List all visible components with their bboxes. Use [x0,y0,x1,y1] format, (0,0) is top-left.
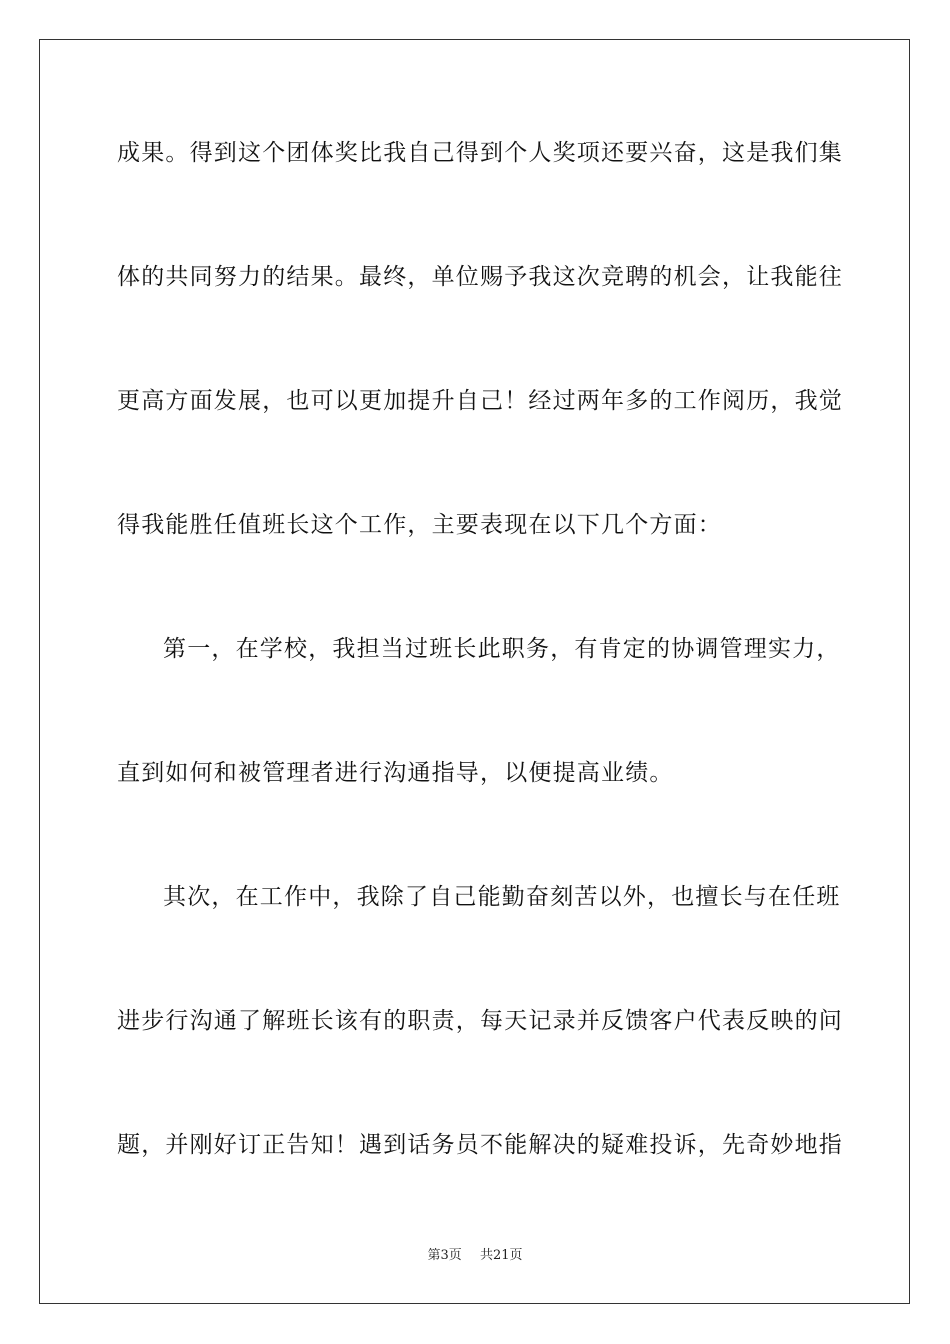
page-frame [39,39,910,1304]
page-footer [0,1244,950,1263]
text-line-1: 成果。得到这个团体奖比我自己得到个人奖项还要兴奋，这是我们集 [117,140,843,166]
page-number: 第3页 [427,1248,462,1263]
text-line-8: 进步行沟通了解班长该有的职责，每天记录并反馈客户代表反映的问 [117,1008,843,1034]
text-line-3: 更高方面发展，也可以更加提升自己！经过两年多的工作阅历，我觉 [117,388,843,414]
text-line-7: 其次，在工作中，我除了自己能勤奋刻苦以外，也擅长与在任班 [163,884,841,910]
text-line-9: 题，并刚好订正告知！遇到话务员不能解决的疑难投诉，先奇妙地指 [117,1132,843,1158]
text-line-4: 得我能胜任值班长这个工作，主要表现在以下几个方面： [117,512,722,538]
text-line-2: 体的共同努力的结果。最终，单位赐予我这次竞聘的机会，让我能往 [117,264,843,290]
text-line-5: 第一，在学校，我担当过班长此职务，有肯定的协调管理实力， [163,636,841,662]
page-total: 共21页 [479,1248,523,1263]
text-line-6: 直到如何和被管理者进行沟通指导，以便提高业绩。 [117,760,674,786]
